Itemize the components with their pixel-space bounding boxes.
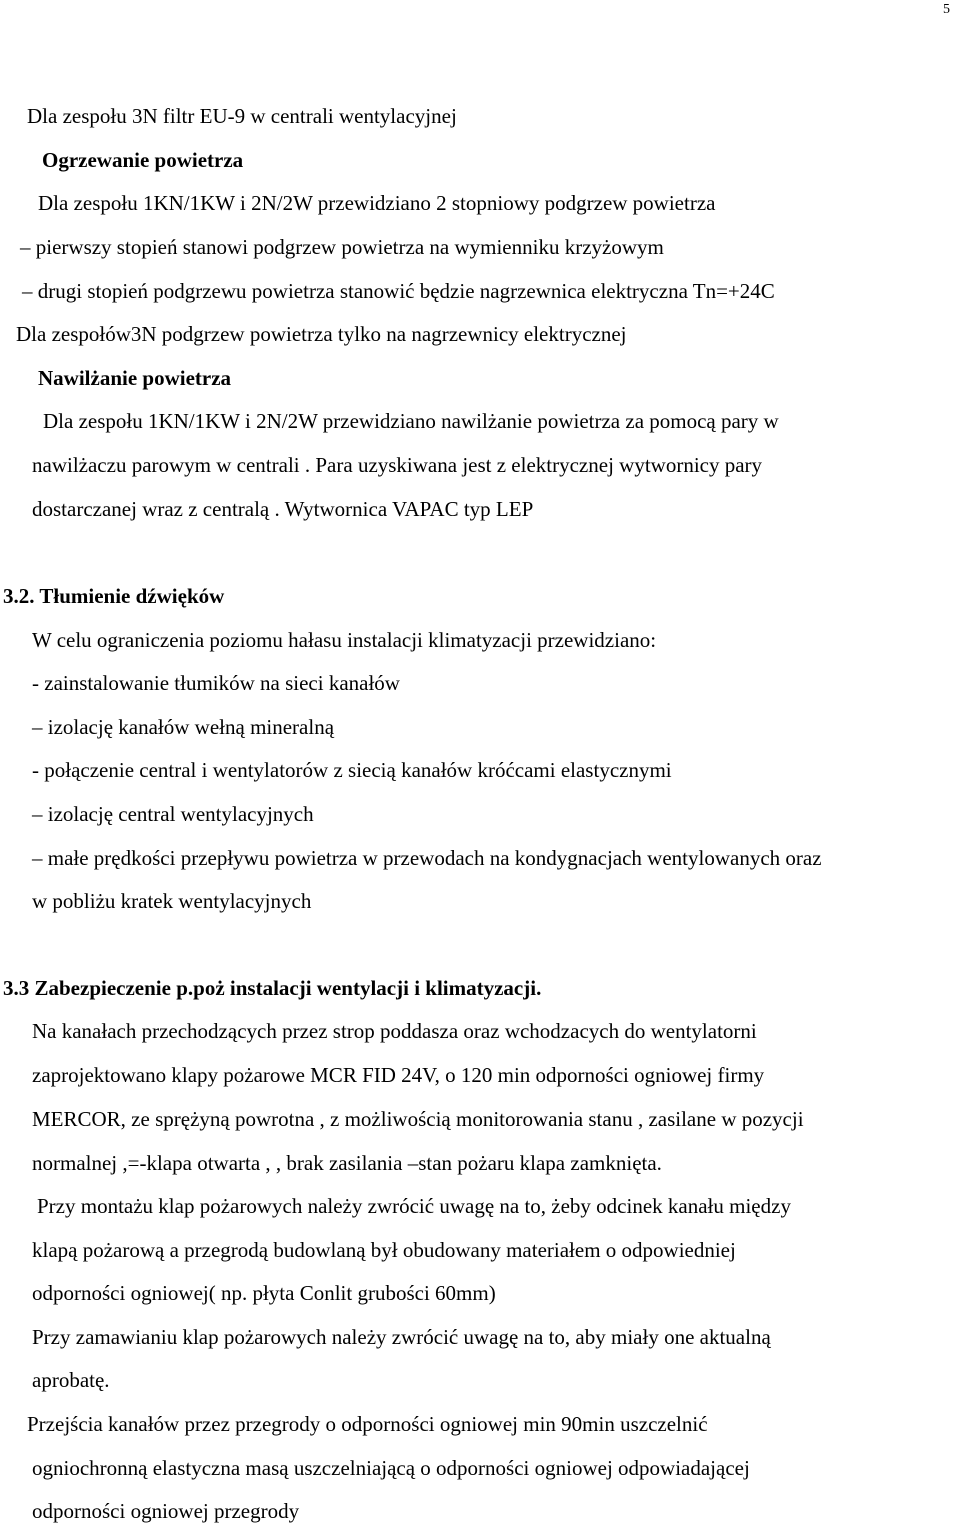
- heading-nawilzanie: Nawilżanie powietrza: [38, 366, 232, 390]
- text-line: zaprojektowano klapy pożarowe MCR FID 24V, o 120 min odporności ogniowej firmy: [32, 1063, 765, 1087]
- list-item: - połączenie central i wentylatorów z siecią kanałów króćcami elastycznymi: [32, 758, 672, 782]
- text-line: MERCOR, ze sprężyną powrotna , z możliwością monitorowania stanu , zasilane w pozycji: [32, 1107, 804, 1131]
- text-line: klapą pożarową a przegrodą budowlaną był obudowany materiałem o odpowiedniej: [32, 1238, 736, 1262]
- text-line: aprobatę.: [32, 1368, 110, 1392]
- list-item: – izolację kanałów wełną mineralną: [32, 715, 335, 739]
- heading-tlumienie: 3.2. Tłumienie dźwięków: [3, 584, 225, 608]
- text-line: W celu ograniczenia poziomu hałasu instalacji klimatyzacji przewidziano:: [32, 628, 657, 652]
- text-line: – drugi stopień podgrzewu powietrza stanowić będzie nagrzewnica elektryczna Tn=+24C: [22, 279, 775, 303]
- text-line: – pierwszy stopień stanowi podgrzew powietrza na wymienniku krzyżowym: [20, 235, 664, 259]
- text-line: Na kanałach przechodzących przez strop poddasza oraz wchodzacych do wentylatorni: [32, 1019, 757, 1043]
- text-line: Przy montażu klap pożarowych należy zwrócić uwagę na to, żeby odcinek kanału między: [37, 1194, 791, 1218]
- text-line: nawilżaczu parowym w centrali . Para uzyskiwana jest z elektrycznej wytwornicy pary: [32, 453, 763, 477]
- text-line: Dla zespołu 1KN/1KW i 2N/2W przewidziano nawilżanie powietrza za pomocą pary w: [43, 409, 779, 433]
- text-line: Przejścia kanałów przez przegrody o odporności ogniowej min 90min uszczelnić: [27, 1412, 708, 1436]
- text-line: Dla zespołu 3N filtr EU-9 w centrali wentylacyjnej: [27, 104, 457, 128]
- list-item: w pobliżu kratek wentylacyjnych: [32, 889, 312, 913]
- page-number: 5: [943, 2, 950, 17]
- text-line: Dla zespołów3N podgrzew powietrza tylko na nagrzewnicy elektrycznej: [16, 322, 627, 346]
- text-line: ogniochronną elastyczna masą uszczelniającą o odporności ogniowej odpowiadającej: [32, 1456, 750, 1480]
- text-line: normalnej ,=-klapa otwarta , , brak zasilania –stan pożaru klapa zamknięta.: [32, 1151, 662, 1175]
- heading-zabezpieczenie: 3.3 Zabezpieczenie p.poż instalacji wentylacji i klimatyzacji.: [3, 976, 542, 1000]
- list-item: – izolację central wentylacyjnych: [32, 802, 314, 826]
- list-item: - zainstalowanie tłumików na sieci kanałów: [32, 671, 400, 695]
- text-line: odporności ogniowej( np. płyta Conlit grubości 60mm): [32, 1281, 496, 1305]
- list-item: – małe prędkości przepływu powietrza w przewodach na kondygnacjach wentylowanych oraz: [32, 846, 822, 870]
- heading-ogrzewanie: Ogrzewanie powietrza: [42, 148, 244, 172]
- text-line: Dla zespołu 1KN/1KW i 2N/2W przewidziano 2 stopniowy podgrzew powietrza: [38, 191, 716, 215]
- text-line: dostarczanej wraz z centralą . Wytwornica VAPAC typ LEP: [32, 497, 534, 521]
- text-line: Przy zamawianiu klap pożarowych należy zwrócić uwagę na to, aby miały one aktualną: [32, 1325, 771, 1349]
- text-line: odporności ogniowej przegrody: [32, 1499, 300, 1523]
